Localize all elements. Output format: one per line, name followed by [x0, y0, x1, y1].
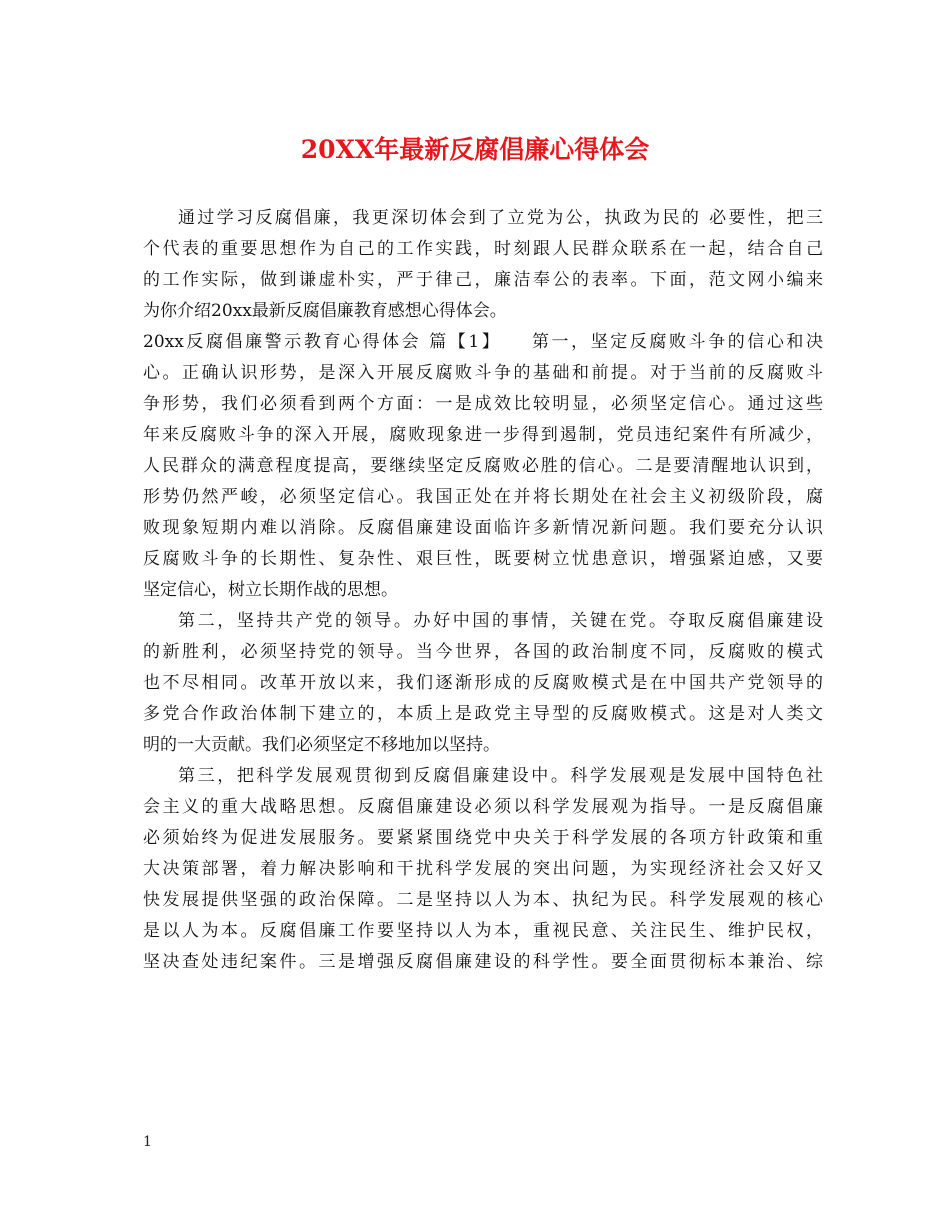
body-line: 是以人为本。反腐倡廉工作要坚持以人为本，重视民意、关注民生、维护民权，: [143, 921, 823, 941]
document-title: 20XX年最新反腐倡廉心得体会: [300, 135, 650, 164]
body-line: 必须始终为促进发展服务。要紧紧围绕党中央关于科学发展的各项方针政策和重: [143, 828, 823, 848]
body-line: 也不尽相同。改革开放以来，我们逐渐形成的反腐败模式是在中国共产党领导的: [143, 673, 823, 693]
body-line: 年来反腐败斗争的深入开展，腐败现象进一步得到遏制，党员违纪案件有所减少，: [143, 425, 823, 445]
body-line: 坚决查处违纪案件。三是增强反腐倡廉建设的科学性。要全面贯彻标本兼治、综: [143, 952, 823, 972]
body-line: 大决策部署，着力解决影响和干扰科学发展的突出问题，为实现经济社会又好又: [143, 859, 823, 879]
body-line: 第二，坚持共产党的领导。办好中国的事情，关键在党。夺取反腐倡廉建设: [178, 611, 823, 631]
body-line: 多党合作政治体制下建立的，本质上是政党主导型的反腐败模式。这是对人类文: [143, 704, 823, 724]
body-line: 个代表的重要思想作为自己的工作实践，时刻跟人民群众联系在一起，结合自己: [143, 239, 823, 259]
body-line: 人民群众的满意程度提高，要继续坚定反腐败必胜的信心。二是要清醒地认识到，: [143, 456, 823, 476]
body-line: 坚定信心，树立长期作战的思想。: [143, 580, 398, 600]
body-line: 的新胜利，必须坚持党的领导。当今世界，各国的政治制度不同，反腐败的模式: [143, 642, 823, 662]
body-line: 为你介绍20xx最新反腐倡廉教育感想心得体会。: [143, 301, 507, 321]
body-line: 心。正确认识形势，是深入开展反腐败斗争的基础和前提。对于当前的反腐败斗: [143, 363, 823, 383]
body-line: 20xx反腐倡廉警示教育心得体会 篇【1】 第一，坚定反腐败斗争的信心和决: [143, 332, 823, 352]
body-line: 明的一大贡献。我们必须坚定不移地加以坚持。: [143, 735, 500, 755]
body-line: 通过学习反腐倡廉，我更深切体会到了立党为公，执政为民的 必要性，把三: [178, 208, 823, 228]
document-body: [143, 203, 823, 978]
body-line: 争形势，我们必须看到两个方面：一是成效比较明显，必须坚定信心。通过这些: [143, 394, 823, 414]
body-line: 败现象短期内难以消除。反腐倡廉建设面临许多新情况新问题。我们要充分认识: [143, 518, 823, 538]
body-line: 第三，把科学发展观贯彻到反腐倡廉建设中。科学发展观是发展中国特色社: [178, 766, 823, 786]
body-line: 形势仍然严峻，必须坚定信心。我国正处在并将长期处在社会主义初级阶段，腐: [143, 487, 823, 507]
body-line: 快发展提供坚强的政治保障。二是坚持以人为本、执纪为民。科学发展观的核心: [143, 890, 823, 910]
page-number: 1: [143, 1134, 152, 1150]
body-line: 会主义的重大战略思想。反腐倡廉建设必须以科学发展观为指导。一是反腐倡廉: [143, 797, 823, 817]
body-line: 的工作实际，做到谦虚朴实，严于律己，廉洁奉公的表率。下面，范文网小编来: [143, 270, 823, 290]
body-line: 反腐败斗争的长期性、复杂性、艰巨性，既要树立忧患意识，增强紧迫感，又要: [143, 549, 823, 569]
